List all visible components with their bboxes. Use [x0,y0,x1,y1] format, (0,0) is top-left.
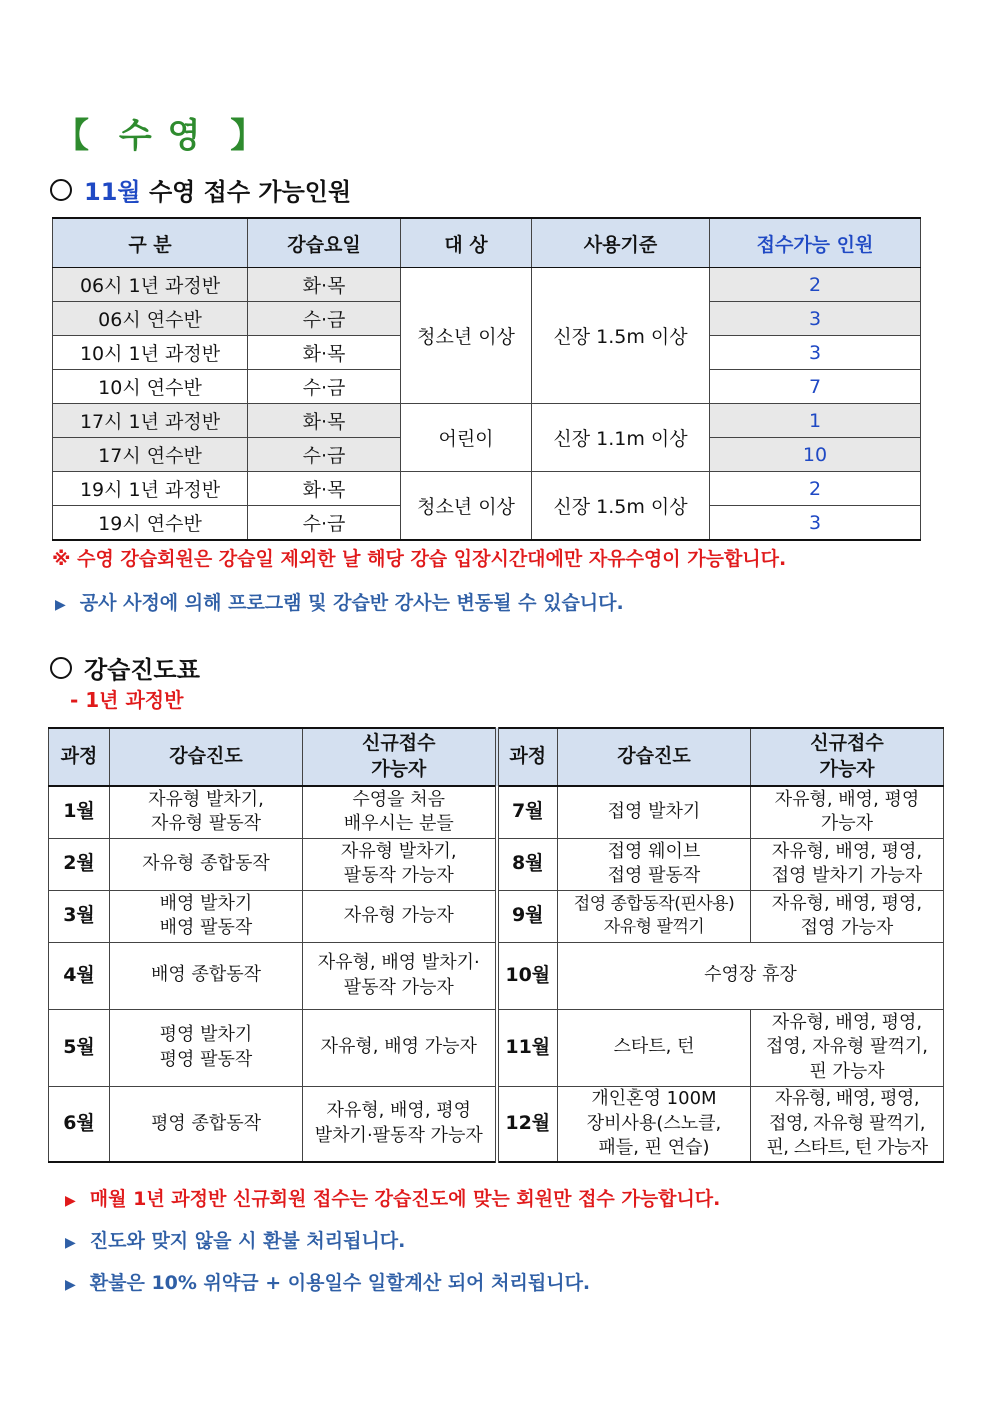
class-name: 17시 연수반 [53,438,248,472]
eligible-cell: 자유형, 배영, 평영 발차기·팔동작 가능자 [303,1086,497,1162]
month-cell: 9월 [497,890,558,942]
eligible-cell: 자유형, 배영, 평영, 접영 발차기 가능자 [751,838,944,890]
class-name: 10시 연수반 [53,370,248,404]
progress-cell: 스타트, 턴 [558,1009,751,1086]
col-header: 강습진도 [558,728,751,786]
circle-icon [50,179,72,201]
change-notice: ▶ 공사 사정에 의해 프로그램 및 강습반 강사는 변동될 수 있습니다. [55,592,624,614]
col-header: 신규접수 가능자 [303,728,497,786]
class-count: 3 [710,302,921,336]
month-cell: 8월 [497,838,558,890]
col-header: 접수가능 인원 [710,218,921,268]
progress-cell: 자유형 종합동작 [110,838,303,890]
eligible-cell: 자유형, 배영 발차기· 팔동작 가능자 [303,942,497,1009]
capacity-table [52,217,921,541]
page-title: 【 수 영 】 [55,116,267,156]
month-cell: 3월 [49,890,110,942]
col-header: 대 상 [401,218,532,268]
triangle-right-icon: ▶ [65,1277,76,1293]
table-header-row [49,728,944,786]
class-name: 17시 1년 과정반 [53,404,248,438]
class-name: 06시 연수반 [53,302,248,336]
eligible-cell: 자유형, 배영 가능자 [303,1009,497,1086]
section-subheading: - 1년 과정반 [70,688,184,712]
class-name: 19시 1년 과정반 [53,472,248,506]
class-count: 1 [710,404,921,438]
col-header: 신규접수 가능자 [751,728,944,786]
class-target: 어린이 [401,404,532,472]
progress-cell: 접영 발차기 [558,786,751,838]
month-cell: 6월 [49,1086,110,1162]
col-header: 과정 [49,728,110,786]
eligible-cell: 자유형 가능자 [303,890,497,942]
progress-cell: 배영 종합동작 [110,942,303,1009]
col-header: 강습진도 [110,728,303,786]
table-row [53,472,921,506]
class-name: 10시 1년 과정반 [53,336,248,370]
eligible-cell: 수영을 처음 배우시는 분들 [303,786,497,838]
month-cell: 4월 [49,942,110,1009]
circle-icon [50,657,72,679]
class-count: 3 [710,336,921,370]
class-days: 수·금 [248,438,401,472]
table-row [49,890,944,942]
class-days: 화·목 [248,472,401,506]
class-count: 10 [710,438,921,472]
table-row [53,404,921,438]
progress-table [48,727,944,1163]
progress-cell: 접영 종합동작(핀사용) 자유형 팔꺽기 [558,890,751,942]
class-standard: 신장 1.1m 이상 [532,404,710,472]
progress-cell: 평영 발차기 평영 팔동작 [110,1009,303,1086]
class-standard: 신장 1.5m 이상 [532,268,710,404]
col-header: 과정 [497,728,558,786]
class-name: 06시 1년 과정반 [53,268,248,302]
class-target: 청소년 이상 [401,268,532,404]
table-row [53,268,921,302]
table-row [49,942,944,1009]
table-row [49,786,944,838]
triangle-right-icon: ▶ [55,597,66,613]
section-heading-capacity: 11월 수영 접수 가능인원 [50,172,351,207]
progress-cell: 평영 종합동작 [110,1086,303,1162]
pool-closed-cell: 수영장 휴장 [558,942,944,1009]
progress-cell: 접영 웨이브 접영 팔동작 [558,838,751,890]
month-cell: 7월 [497,786,558,838]
col-header: 사용기준 [532,218,710,268]
class-count: 2 [710,268,921,302]
table-row [49,1086,944,1162]
class-days: 수·금 [248,506,401,541]
eligible-cell: 자유형, 배영, 평영, 접영 가능자 [751,890,944,942]
class-count: 2 [710,472,921,506]
col-header: 강습요일 [248,218,401,268]
eligible-cell: 자유형, 배영, 평영, 접영, 자유형 팔꺽기, 핀 가능자 [751,1009,944,1086]
month-cell: 10월 [497,942,558,1009]
class-days: 화·목 [248,336,401,370]
class-days: 화·목 [248,404,401,438]
class-days: 수·금 [248,302,401,336]
refund-notice: ▶ 진도와 맞지 않을 시 환불 처리됩니다. [65,1230,406,1252]
progress-cell: 자유형 발차기, 자유형 팔동작 [110,786,303,838]
class-target: 청소년 이상 [401,472,532,541]
class-standard: 신장 1.5m 이상 [532,472,710,541]
eligible-cell: 자유형, 배영, 평영, 접영, 자유형 팔꺽기, 핀, 스타트, 턴 가능자 [751,1086,944,1162]
month-cell: 11월 [497,1009,558,1086]
month-cell: 2월 [49,838,110,890]
registration-notice: ▶ 매월 1년 과정반 신규회원 접수는 강습진도에 맞는 회원만 접수 가능합니다. [65,1188,721,1210]
eligible-cell: 자유형, 배영, 평영 가능자 [751,786,944,838]
class-days: 수·금 [248,370,401,404]
col-header: 구 분 [53,218,248,268]
progress-cell: 개인혼영 100M 장비사용(스노클, 패들, 핀 연습) [558,1086,751,1162]
table-row [49,1009,944,1086]
progress-cell: 배영 발차기 배영 팔동작 [110,890,303,942]
section-heading-progress: 강습진도표 [50,650,200,685]
class-count: 3 [710,506,921,541]
class-count: 7 [710,370,921,404]
free-swim-notice: ※ 수영 강습회원은 강습일 제외한 날 해당 강습 입장시간대에만 자유수영이 가능합니다. [52,548,787,570]
eligible-cell: 자유형 발차기, 팔동작 가능자 [303,838,497,890]
triangle-right-icon: ▶ [65,1193,76,1209]
refund-calc-notice: ▶ 환불은 10% 위약금 + 이용일수 일할계산 되어 처리됩니다. [65,1272,591,1294]
month-cell: 5월 [49,1009,110,1086]
triangle-right-icon: ▶ [65,1235,76,1251]
class-days: 화·목 [248,268,401,302]
class-name: 19시 연수반 [53,506,248,541]
month-cell: 1월 [49,786,110,838]
table-header-row [53,218,921,268]
month-cell: 12월 [497,1086,558,1162]
table-row [49,838,944,890]
